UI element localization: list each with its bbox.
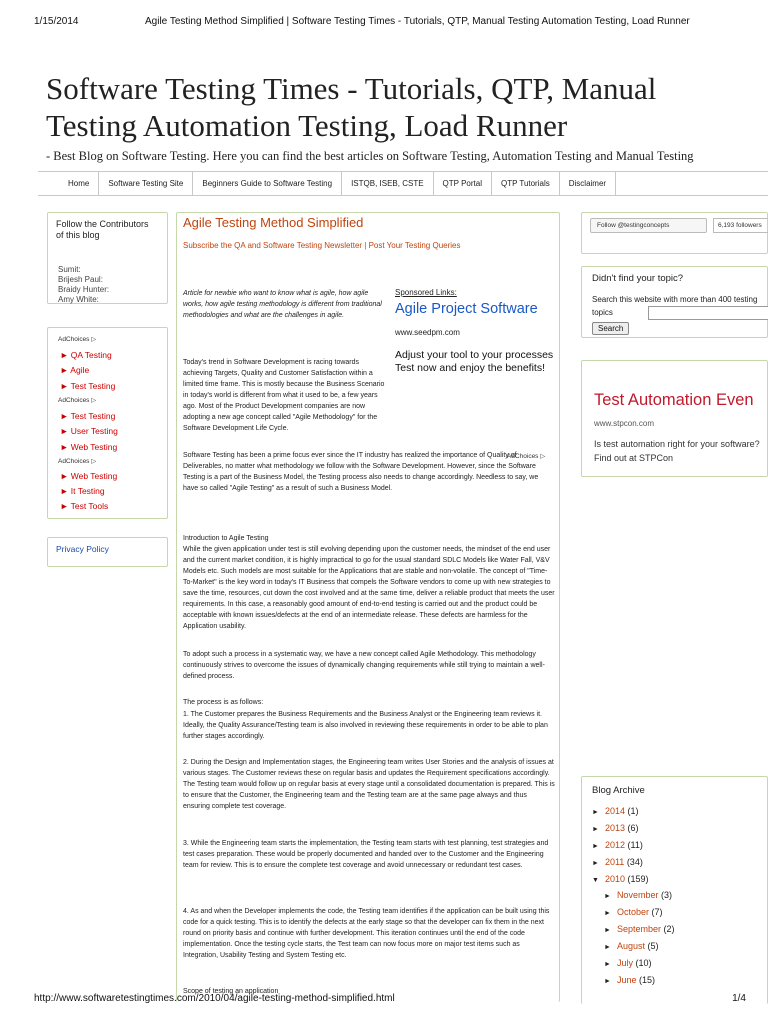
search-description: Search this website with more than 400 testing topics xyxy=(592,295,758,317)
nav-item-disclaimer[interactable]: Disclaimer xyxy=(560,172,616,195)
sponsored-ad-text[interactable]: Adjust your tool to your processes Test now and enjoy the benefits! xyxy=(395,349,554,374)
sponsored-ad-url[interactable]: www.seedpm.com xyxy=(395,328,460,337)
ad-link[interactable]: ► QA Testing xyxy=(60,350,112,360)
nav-item-qtp-tutorials[interactable]: QTP Tutorials xyxy=(492,172,560,195)
archive-count: (7) xyxy=(651,907,663,917)
sidebar-ad-text[interactable]: Is test automation right for your software? Find out at STPCon xyxy=(594,439,760,463)
adchoices-label[interactable]: AdChoices ▷ xyxy=(58,336,97,343)
post-paragraph: While the given application under test is still evolving depending upon the customer needs, the mindset of the end user and the current market condition, it is highly impractical to go for the usual standard SDLC Models like Water Fall, V&V Models etc. Such models are most suitable for the Applications that are stable and non-volatile. The concept of "Time-To-Market" is the key word in today's IT Business that compels the Software vendors to come up with new strategies to save the time, resources, cut down the cost involved and at the same time, deliver a reliable product that meets the user requirements. In this case, a reasonably good amount of end-to-end testing is carried out and the product could be acceptable with known issues/defects at the end of an intermediate release. These defects are harmless for the Application usability. xyxy=(183,546,555,630)
sponsored-ad-title[interactable]: Agile Project Software xyxy=(395,301,538,317)
archive-month[interactable] xyxy=(604,907,662,917)
adchoices-label[interactable]: AdChoices ▷ xyxy=(58,458,97,465)
process-step: 4. As and when the Developer implements the code, the Testing team identifies if the application can be built using this code for a quick testing. This is to identify the defects at the early stage so that the developer can fix them in the next round on priority basis and continue with further development. This iteration continues until the end of the code implementation. Once the testing cycle starts, the Test team can now focus more on major test items such as Integration, Usability Testing and System Testing etc. xyxy=(183,908,550,959)
nav-item-beginners-guide[interactable]: Beginners Guide to Software Testing xyxy=(193,172,342,195)
blog-title[interactable]: Software Testing Times - Tutorials, QTP, Manual Testing Automation Testing, Load Runner xyxy=(46,71,657,143)
archive-count: (11) xyxy=(627,840,643,850)
privacy-policy-link[interactable]: Privacy Policy xyxy=(56,544,109,554)
twitter-follow-button[interactable]: Follow @testingconcepts xyxy=(590,218,707,233)
expand-toggle-icon[interactable]: ► xyxy=(604,893,611,900)
nav-item-home[interactable]: Home xyxy=(38,172,99,195)
ad-links-widget xyxy=(47,327,168,519)
archive-month-link[interactable]: October xyxy=(616,907,649,917)
nav-item-software-testing-site[interactable]: Software Testing Site xyxy=(99,172,193,195)
section-heading: The process is as follows: xyxy=(183,699,264,706)
archive-year-link[interactable]: 2013 xyxy=(604,823,625,833)
section-heading: Scope of testing an application xyxy=(183,988,279,995)
archive-count: (15) xyxy=(638,975,655,985)
nav-item-istqb[interactable]: ISTQB, ISEB, CSTE xyxy=(342,172,433,195)
sidebar-ad-url[interactable]: www.stpcon.com xyxy=(594,419,655,428)
expand-toggle-icon[interactable]: ► xyxy=(604,910,611,917)
collapse-toggle-icon[interactable]: ▼ xyxy=(592,877,599,884)
process-step: 2. During the Design and Implementation stages, the Engineering team writes User Stories and the analysis of issues at various stages. The Customer reviews these on regular basis and updates the Requirement specifications accordingly. The Testing team would follow up on regular basis at every stage until a consolidated documentation is prepared. This is to ensure that the Customer, the Engineering team and the Testing team are at the same page always and thus ensuring complete test coverage. xyxy=(183,759,555,810)
expand-toggle-icon[interactable]: ► xyxy=(592,826,599,833)
sponsored-links xyxy=(395,288,557,460)
expand-toggle-icon[interactable]: ► xyxy=(604,944,611,951)
contributor[interactable]: Amy White: xyxy=(58,295,99,304)
print-page-number: 1/4 xyxy=(732,993,746,1004)
archive-count: (159) xyxy=(627,874,649,884)
adchoices-label[interactable]: AdChoices ▷ xyxy=(58,397,97,404)
archive-count: (6) xyxy=(627,823,639,833)
adchoices-label[interactable]: AdChoices ▷ xyxy=(507,453,546,460)
nav-item-qtp-portal[interactable]: QTP Portal xyxy=(434,172,492,195)
print-date: 1/15/2014 xyxy=(34,16,79,27)
blog-archive xyxy=(581,776,768,1004)
search-button[interactable]: Search xyxy=(592,322,629,335)
archive-year[interactable] xyxy=(592,806,638,816)
archive-month-link[interactable]: June xyxy=(616,975,637,985)
print-page-title: Agile Testing Method Simplified | Software Testing Times - Tutorials, QTP, Manual Testing Automation Testing, Load Runner xyxy=(145,16,690,27)
archive-month-link[interactable]: August xyxy=(616,941,645,951)
sidebar-ad xyxy=(581,360,768,477)
archive-count: (1) xyxy=(627,806,639,816)
section-heading: Introduction to Agile Testing xyxy=(183,535,269,542)
nav-bar xyxy=(38,171,768,196)
post-paragraph: Software Testing has been a prime focus ever since the IT industry has realized the importance of Quality of Deliverables, no matter what methodology we follow with the Software Development. However, since the Software Testing is a part of the Business Model, the Testing process also needs to change accordingly. Needless to say, we have so called "Agile Testing" as a result of such a Business Model. xyxy=(183,452,539,492)
ad-link[interactable]: ► Agile xyxy=(60,365,90,375)
post-paragraph: To adopt such a process in a systematic way, we have a new concept called Agile Methodology. This methodology continuously strives to overcome the issues of dynamically changing requirements while still trying to maintain a well-defined process. xyxy=(183,651,545,680)
archive-title: Blog Archive xyxy=(592,785,645,796)
ad-link[interactable]: ► Web Testing xyxy=(60,471,118,481)
archive-year[interactable] xyxy=(592,857,643,867)
archive-month[interactable] xyxy=(604,924,674,934)
archive-year-link[interactable]: 2010 xyxy=(604,874,625,884)
post-intro: Article for newbie who want to know what is agile, how agile works, how agile testing methodology is different from traditional methodologies and what are the challenges in agile. xyxy=(183,290,382,319)
archive-month[interactable] xyxy=(604,975,655,985)
ad-link[interactable]: ► It Testing xyxy=(60,486,105,496)
expand-toggle-icon[interactable]: ► xyxy=(604,927,611,934)
expand-toggle-icon[interactable]: ► xyxy=(604,961,611,968)
archive-count: (10) xyxy=(635,958,652,968)
expand-toggle-icon[interactable]: ► xyxy=(592,860,599,867)
archive-month-link[interactable]: July xyxy=(616,958,633,968)
archive-month[interactable] xyxy=(604,958,651,968)
contributor[interactable]: Brijesh Paul: xyxy=(58,275,103,284)
archive-month-link[interactable]: September xyxy=(616,924,661,934)
archive-month[interactable] xyxy=(604,890,672,900)
process-step: 3. While the Engineering team starts the implementation, the Testing team starts with test planning, test strategies and test cases preparation. These would be properly documented and handed over to the Customer and the Engineering team for review. This is to ensure the complete test coverage and avoid unnecessary or redundant test cases. xyxy=(183,840,549,869)
expand-toggle-icon[interactable]: ► xyxy=(604,978,611,985)
subscribe-links[interactable]: Subscribe the QA and Software Testing Newsletter | Post Your Testing Queries xyxy=(183,241,461,250)
ad-link[interactable]: ► Test Tools xyxy=(60,501,109,511)
sponsored-label: Sponsored Links: xyxy=(395,288,457,297)
archive-count: (3) xyxy=(660,890,672,900)
sidebar-ad-title[interactable]: Test Automation Even xyxy=(594,391,754,409)
contributors-title: Follow the Contributors of this blog xyxy=(56,219,149,240)
blog-description: - Best Blog on Software Testing. Here you can find the best articles on Software Testing, Automation Testing and Manual Testing xyxy=(46,149,694,163)
follower-count: 6,193 followers xyxy=(713,218,768,233)
search-input[interactable] xyxy=(648,306,768,320)
post-body xyxy=(176,212,560,1002)
twitter-follow-widget xyxy=(581,212,768,254)
post-paragraph: Today's trend in Software Development is racing towards achieving Targets, Quality and Customer Satisfaction within a limited time frame. This is mostly because the Business Scenario in today's world is different from what it used to be, a few years ago. Most of the Product Development companies are now adopting a new age concept called "Agile Methodology" for the Software Development Life Cycle. xyxy=(183,359,385,432)
ad-link[interactable]: ► Test Testing xyxy=(60,411,116,421)
archive-month[interactable] xyxy=(604,941,658,951)
archive-count: (5) xyxy=(647,941,659,951)
search-title: Didn't find your topic? xyxy=(592,273,684,284)
archive-count: (2) xyxy=(663,924,675,934)
archive-year[interactable] xyxy=(592,840,643,850)
archive-year[interactable] xyxy=(592,823,638,833)
archive-year-link[interactable]: 2012 xyxy=(604,840,625,850)
ad-link[interactable]: ► User Testing xyxy=(60,426,118,436)
contributors-widget xyxy=(47,212,168,304)
ad-link[interactable]: ► Test Testing xyxy=(60,381,116,391)
archive-month-link[interactable]: November xyxy=(616,890,659,900)
contributor[interactable]: Sumit: xyxy=(58,265,81,274)
expand-toggle-icon[interactable]: ► xyxy=(592,843,599,850)
print-url: http://www.softwaretestingtimes.com/2010/04/agile-testing-method-simplified.html xyxy=(34,993,395,1004)
archive-year-link[interactable]: 2014 xyxy=(604,806,625,816)
archive-year-link[interactable]: 2011 xyxy=(604,857,625,867)
post-title[interactable]: Agile Testing Method Simplified xyxy=(183,215,364,230)
archive-count: (34) xyxy=(626,857,643,867)
expand-toggle-icon[interactable]: ► xyxy=(592,809,599,816)
process-step: 1. The Customer prepares the Business Requirements and the Business Analyst or the Engineering team reviews it. Ideally, the Quality Assurance/Testing team is also involved in reviewing these requirements in order to be able to plan further stages accordingly. xyxy=(183,711,548,740)
ad-link[interactable]: ► Web Testing xyxy=(60,442,118,452)
contributors-list xyxy=(58,265,109,305)
archive-year[interactable] xyxy=(592,874,649,884)
search-widget xyxy=(581,266,768,338)
privacy-widget xyxy=(47,537,168,567)
contributor[interactable]: Braidy Hunter: xyxy=(58,285,110,294)
